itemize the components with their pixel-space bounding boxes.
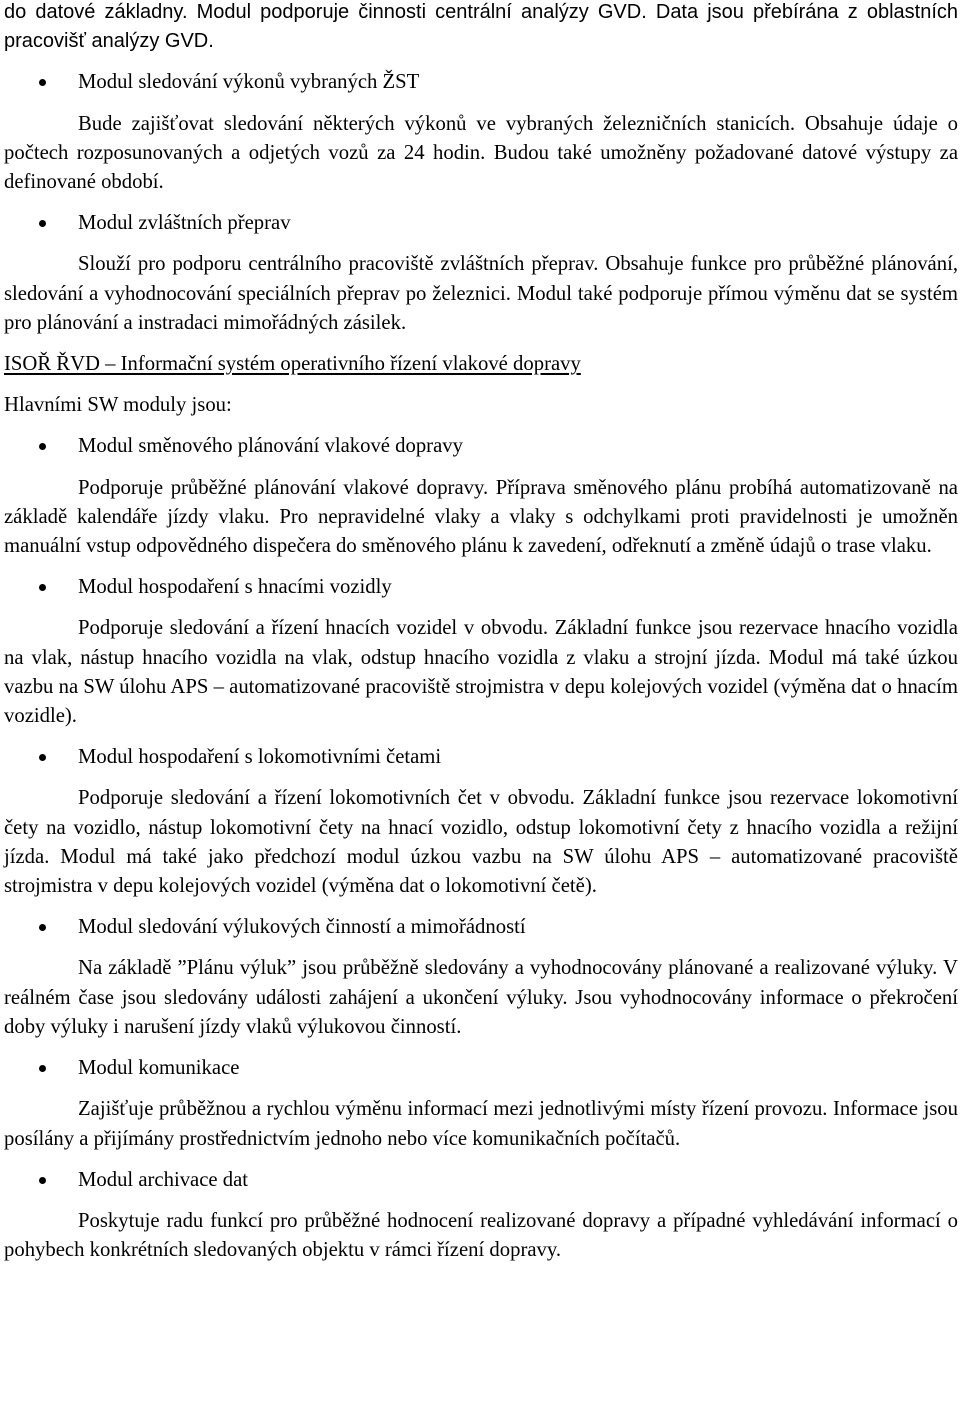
module-description: Na základě ”Plánu výluk” jsou průběžně sledovány a vyhodnocovány plánované a realizované výluky. V reálném čase jsou sledovány události zahájení a ukončení výluky. Jsou vyhodnocovány informace o překročení doby výluky i narušení jízdy vlaků výlukovou činností. — [4, 957, 958, 1038]
bullet-icon — [39, 443, 46, 450]
module-title: Modul hospodaření s lokomotivními četami — [78, 746, 442, 769]
module-item — [4, 743, 958, 772]
module-item — [4, 432, 958, 461]
section-intro: Hlavními SW moduly jsou: — [4, 394, 232, 417]
module-title: Modul zvláštních přeprav — [78, 212, 291, 235]
module-description: Slouží pro podporu centrálního pracoviště zvláštních přeprav. Obsahuje funkce pro průběžné plánování, sledování a vyhodnocování speciálních přeprav po železnici. Modul také podporuje přímou výměnu dat se systém pro plánování a instradaci mimořádných zásilek. — [4, 253, 958, 334]
module-title: Modul komunikace — [78, 1057, 240, 1080]
module-item — [4, 913, 958, 942]
bullet-icon — [39, 754, 46, 761]
module-description: Podporuje sledování a řízení lokomotivních čet v obvodu. Základní funkce jsou rezervace lokomotivní čety na vozidlo, nástup lokomotivní čety na hnací vozidlo, odstup lokomotivní čety z hnacího vozidla a režijní jízda. Modul má také jako předchozí modul úzkou vazbu na SW úlohu APS – automatizované pracoviště strojmistra v depu kolejových vozidel (výměna dat o lokomotivní četě). — [4, 787, 958, 898]
module-title: Modul hospodaření s hnacími vozidly — [78, 576, 392, 599]
module-description-text: Bude zajišťovat sledování některých výkonů ve vybraných železničních stanicích. Obsahuje údaje o počtech rozposunovaných a odjetých vozů za 24 hodin. Budou také umožněny požadované datové výstupy za definované období. — [4, 112, 958, 194]
module-item — [4, 209, 958, 238]
module-description: Podporuje sledování a řízení hnacích vozidel v obvodu. Základní funkce jsou rezervace hnacího vozidla na vlak, nástup hnacího vozidla na vlak, odstup hnacího vozidla z vlaku a strojní jízda. Modul má také úzkou vazbu na SW úlohu APS – automatizované pracoviště strojmistra v depu kolejových vozidel (výměna dat o hnacím vozidle). — [4, 617, 958, 728]
bullet-icon — [39, 924, 46, 931]
bullet-icon — [39, 1177, 46, 1184]
module-description: Poskytuje radu funkcí pro průběžné hodnocení realizované dopravy a případné vyhledávání informací o pohybech konkrétních sledovaných objektu v rámci řízení dopravy. — [4, 1209, 958, 1262]
module-description: Zajišťuje průběžnou a rychlou výměnu informací mezi jednotlivými místy řízení provozu. Informace jsou posílány a přijímány prostřednictvím jednoho nebo více komunikačních počítačů. — [4, 1098, 958, 1150]
intro-paragraph: do datové základny. Modul podporuje činnosti centrální analýzy GVD. Data jsou přebírána z oblastních pracovišť analýzy GVD. — [4, 1, 958, 53]
module-item — [4, 573, 958, 602]
module-description — [4, 110, 958, 198]
section-heading: ISOŘ ŘVD – Informační systém operativního řízení vlakové dopravy — [4, 353, 581, 376]
module-title: Modul směnového plánování vlakové dopravy — [78, 435, 463, 458]
module-title: Modul sledování výlukových činností a mimořádností — [78, 916, 526, 939]
bullet-icon — [39, 220, 46, 227]
bullet-icon — [39, 584, 46, 591]
module-title: Modul sledování výkonů vybraných ŽST — [78, 71, 420, 94]
module-title: Modul archivace dat — [78, 1168, 249, 1191]
module-description: Podporuje průběžné plánování vlakové dopravy. Příprava směnového plánu probíhá automatizovaně na základě kalendáře jízdy vlaku. Pro nepravidelné vlaky a vlaky s odchylkami proti pravidelnosti je umožněn manuální vstup odpovědného dispečera do směnového plánu k zavedení, odřeknutí a změně údajů o trase vlaku. — [4, 476, 958, 558]
document-page — [4, 0, 958, 1277]
bullet-icon — [39, 1065, 46, 1072]
bullet-icon — [39, 79, 46, 86]
module-item — [4, 1054, 958, 1083]
module-item — [4, 1166, 958, 1195]
module-item — [4, 68, 958, 97]
